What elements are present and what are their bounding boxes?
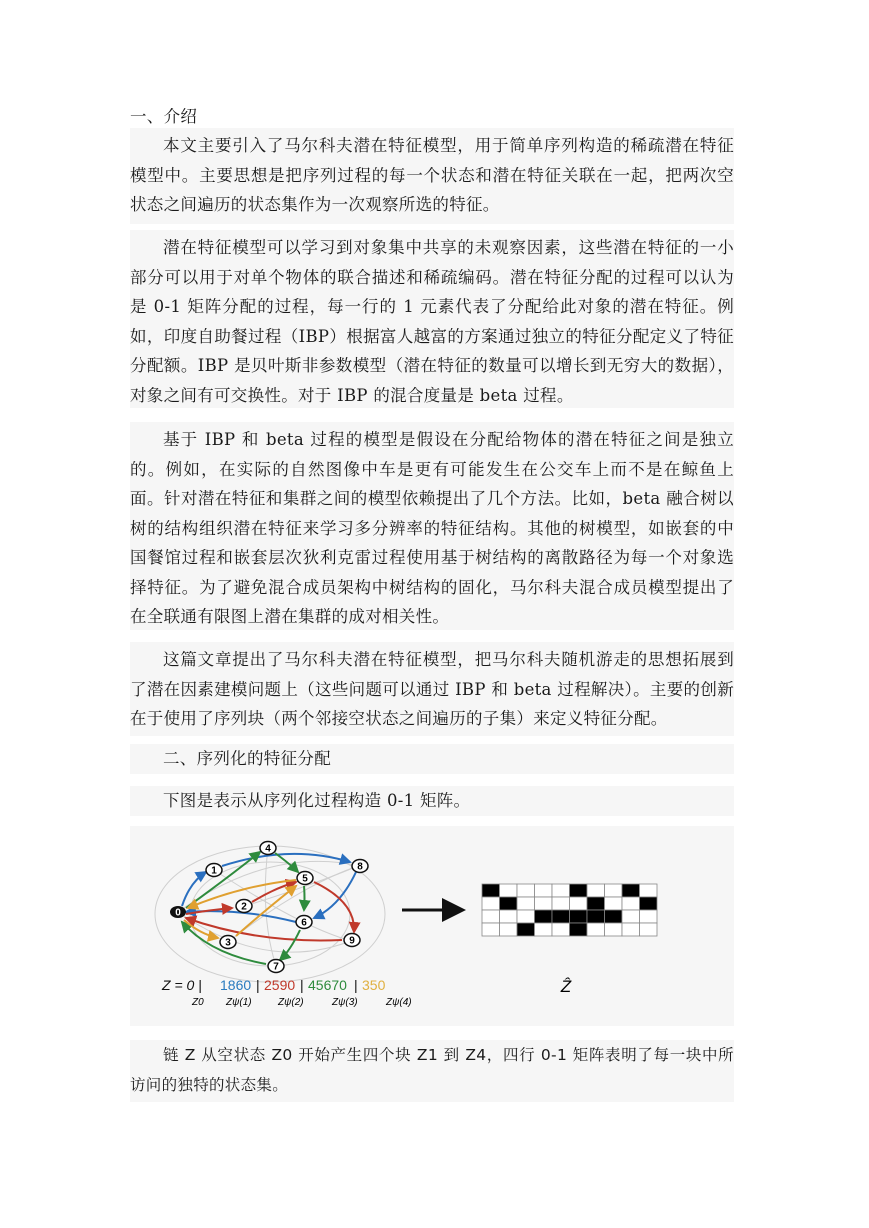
figure	[130, 826, 734, 1026]
paragraph-3: 基于 IBP 和 beta 过程的模型是假设在分配给物体的潜在特征之间是独立的。例如，在实际的自然图像中车是更有可能发生在公交车上而不是在鲸鱼上面。针对潜在特征和集群之间的模型依赖提出了几个方法。比如，beta 融合树以树的结构组织潜在特征来学习多分辨率的特征结构。其他的树模型，如嵌套的中国餐馆过程和嵌套层次狄利克雷过程使用基于树结构的离散路径为每一个对象选择特征。为了避免混合成员架构中树结构的固化，马尔科夫混合成员模型提出了在全联通有限图上潜在集群的成对相关性。	[130, 430, 734, 626]
matrix-cell	[587, 897, 605, 910]
matrix-cell	[517, 884, 535, 897]
matrix-cell	[482, 897, 500, 910]
svg-text:|: |	[256, 977, 260, 993]
matrix-cell	[552, 884, 570, 897]
paragraph-1: 本文主要引入了马尔科夫潜在特征模型，用于简单序列构造的稀疏潜在特征模型中。主要思想是把序列过程的每一个状态和潜在特征关联在一起，把两次空状态之间遍历的状态集作为一次观察所选的特征。	[130, 136, 734, 214]
section-heading-sequential: 二、序列化的特征分配	[163, 749, 331, 768]
svg-text:2590: 2590	[264, 977, 296, 993]
svg-text:|: |	[354, 977, 358, 993]
node-0	[170, 906, 186, 919]
svg-text:1860: 1860	[220, 977, 252, 993]
matrix-cell	[517, 923, 535, 936]
svg-text:4: 4	[265, 843, 271, 855]
svg-text:1: 1	[211, 865, 217, 877]
figure-intro: 下图是表示从序列化过程构造 0-1 矩阵。	[163, 791, 471, 810]
matrix-cell	[535, 910, 553, 923]
matrix-cell	[570, 884, 588, 897]
matrix-cell	[482, 910, 500, 923]
matrix-cell	[640, 910, 658, 923]
svg-text:Zψ(4): Zψ(4)	[386, 997, 412, 1008]
matrix-cell	[535, 923, 553, 936]
matrix-cell	[482, 923, 500, 936]
matrix-cell	[500, 923, 518, 936]
matrix-cell	[605, 923, 623, 936]
matrix-cell	[605, 897, 623, 910]
binary-matrix	[482, 884, 657, 936]
svg-text:Z = 0 |: Z = 0 |	[162, 977, 202, 993]
matrix-cell	[605, 910, 623, 923]
svg-text:8: 8	[357, 861, 363, 873]
paragraph-4: 这篇文章提出了马尔科夫潜在特征模型，把马尔科夫随机游走的思想拓展到了潜在因素建模问题上（这些问题可以通过 IBP 和 beta 过程解决）。主要的创新在于使用了序列块（两个邻接空状态之间遍历的子集）来定义特征分配。	[130, 650, 734, 728]
svg-text:350: 350	[362, 977, 386, 993]
matrix-cell	[570, 897, 588, 910]
matrix-cell	[517, 897, 535, 910]
matrix-cell	[640, 897, 658, 910]
svg-text:6: 6	[301, 917, 307, 929]
matrix-cell	[500, 884, 518, 897]
section-heading-intro: 一、介绍	[130, 107, 198, 126]
svg-text:|: |	[300, 977, 304, 993]
matrix-cell	[552, 897, 570, 910]
node-5	[297, 872, 313, 885]
matrix-cell	[535, 897, 553, 910]
matrix-cell	[500, 910, 518, 923]
svg-text:45670: 45670	[308, 977, 347, 993]
matrix-cell	[587, 910, 605, 923]
figure-caption: 链 Z 从空状态 Z0 开始产生四个块 Z1 到 Z4，四行 0-1 矩阵表明了每一块中所访问的独特的状态集。	[130, 1046, 734, 1094]
matrix-cell	[552, 923, 570, 936]
matrix-cell	[500, 897, 518, 910]
node-1	[206, 864, 222, 877]
svg-text:2: 2	[241, 901, 247, 913]
svg-text:5: 5	[302, 873, 308, 885]
svg-text:Zψ(3): Zψ(3)	[332, 997, 358, 1008]
svg-text:9: 9	[349, 935, 355, 947]
matrix-cell	[570, 923, 588, 936]
paragraph-2: 潜在特征模型可以学习到对象集中共享的未观察因素，这些潜在特征的一小部分可以用于对单个物体的联合描述和稀疏编码。潜在特征分配的过程可以认为是 0-1 矩阵分配的过程，每一行的 1 元素代表了分配给此对象的潜在特征。例如，印度自助餐过程（IBP）根据富人越富的方案通过独立的特征分配定义了特征分配额。IBP 是贝叶斯非参数模型（潜在特征的数量可以增长到无穷大的数据），对象之间有可交换性。对于 IBP 的混合度量是 beta 过程。	[130, 238, 734, 405]
matrix-cell	[552, 910, 570, 923]
matrix-cell	[587, 884, 605, 897]
node-7	[268, 960, 284, 973]
matrix-cell	[482, 884, 500, 897]
sequence-label	[161, 977, 386, 993]
node-4	[260, 842, 276, 855]
svg-text:0: 0	[175, 907, 181, 919]
matrix-cell	[535, 884, 553, 897]
svg-text:3: 3	[225, 937, 231, 949]
node-9	[344, 934, 360, 947]
svg-text:Zψ(1): Zψ(1)	[226, 997, 252, 1008]
matrix-cell	[517, 910, 535, 923]
svg-text:7: 7	[273, 961, 279, 973]
sequence-sublabels	[191, 997, 412, 1008]
matrix-cell	[605, 884, 623, 897]
matrix-cell	[622, 923, 640, 936]
svg-text:Z0: Z0	[192, 997, 204, 1008]
matrix-cell	[622, 897, 640, 910]
matrix-cell	[640, 884, 658, 897]
node-3	[220, 936, 236, 949]
matrix-cell	[570, 910, 588, 923]
node-8	[352, 860, 368, 873]
matrix-label: Ẑ	[560, 977, 572, 996]
matrix-cell	[640, 923, 658, 936]
matrix-cell	[587, 923, 605, 936]
matrix-cell	[622, 910, 640, 923]
matrix-cell	[622, 884, 640, 897]
node-6	[296, 916, 312, 929]
node-2	[236, 900, 252, 913]
svg-text:Zψ(2): Zψ(2)	[278, 997, 304, 1008]
